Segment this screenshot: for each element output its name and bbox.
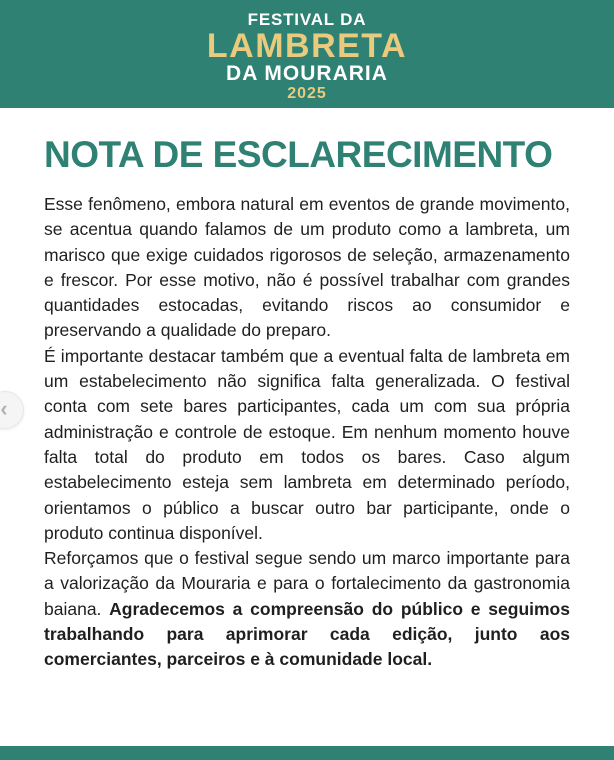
note-body — [44, 192, 570, 673]
festival-name-line3: DA MOURARIA — [226, 62, 388, 86]
paragraph-3 — [44, 546, 570, 672]
carousel-prev-button[interactable] — [0, 391, 24, 429]
chevron-left-icon: ‹ — [0, 396, 8, 421]
festival-name-line2: LAMBRETA — [206, 27, 408, 66]
paragraph-2: É importante destacar também que a eventual falta de lambreta em um estabelecimento não significa falta generalizada. O festival conta com sete bares participantes, cada um com sua própria administração e controle de estoque. Em nenhum momento houve falta total do produto em todos os bares. Caso algum estabelecimento esteja sem lambreta em determinado período, orientamos o público a buscar outro bar participante, onde o produto continua disponível. — [44, 345, 570, 543]
footer-band — [0, 746, 614, 760]
festival-year: 2025 — [287, 85, 327, 103]
paragraph-3-regular: Reforçamos que o festival segue sendo um marco importante para a valorização da Mouraria e para o fortalecimento da gastronomia baiana. — [44, 548, 570, 619]
page-title: NOTA DE ESCLARECIMENTO — [44, 134, 553, 175]
paragraph-3-bold: Agradecemos a compreensão do público e seguimos trabalhando para aprimorar cada edição, junto aos comerciantes, parceiros e à comunidade local. — [44, 598, 570, 670]
paragraph-1: Esse fenômeno, embora natural em eventos de grande movimento, se acentua quando falamos de um produto como a lambreta, um marisco que exige cuidados rigorosos de seleção, armazenamento e frescor. Por esse motivo, não é possível trabalhar com grandes quantidades estocadas, evitando riscos ao consumidor e preservando a qualidade do preparo. — [44, 194, 570, 341]
header-banner — [0, 0, 614, 108]
festival-name-line1: FESTIVAL DA — [247, 10, 367, 30]
